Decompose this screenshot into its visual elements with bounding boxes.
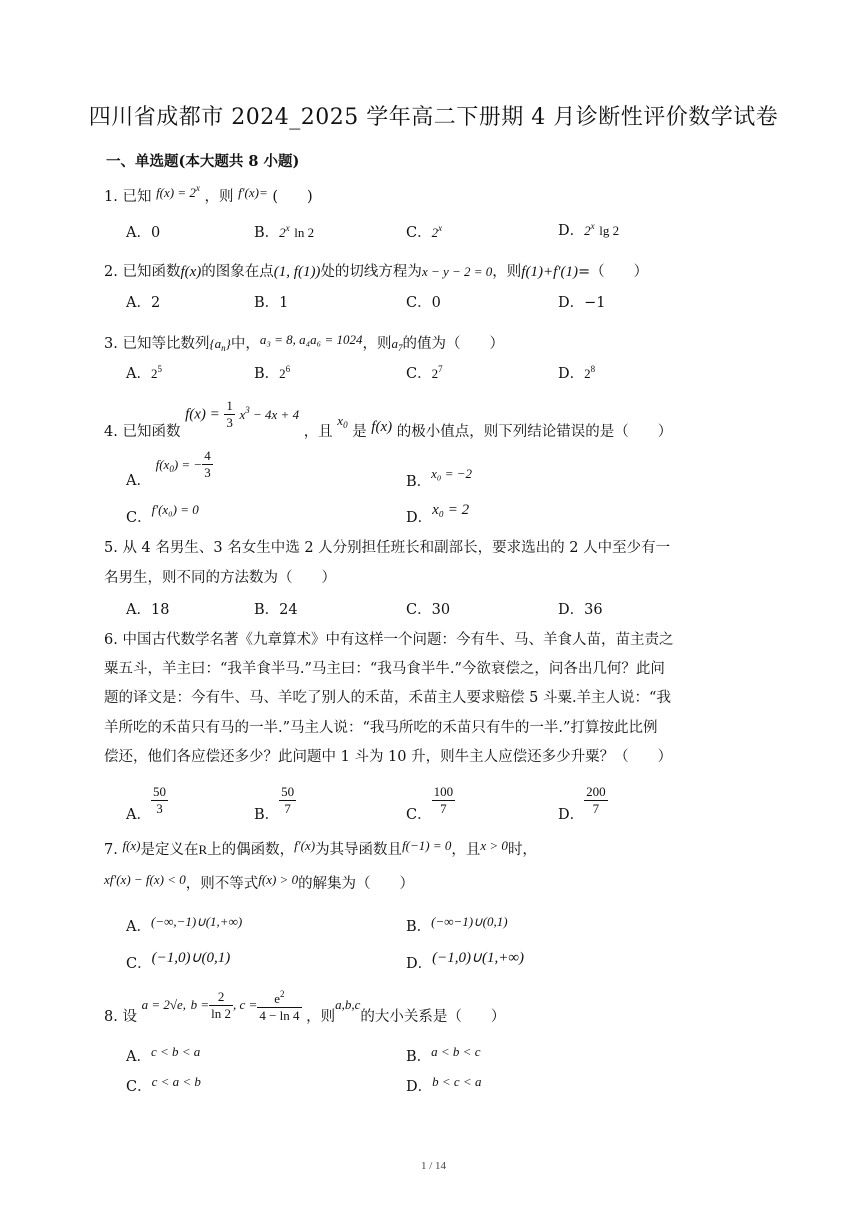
q8-option-d: D．b < c < a [406,1074,482,1095]
q2-option-c: C．0 [406,295,441,311]
q1-func: $f(x) = 2^x$ [156,183,200,200]
page-title: 四川省成都市 2024_2025 学年高二下册期 4 月诊断性评价数学试卷 [88,105,779,130]
q2-option-a: A．2 [126,295,161,311]
q3-option-c: C．$2^7$ [406,364,443,382]
q6-option-b: B． $\frac{50}{7}$ [254,784,295,823]
q1-option-b: B．2$^x$ ln 2 [254,223,315,241]
question-1: 1. 已知 $f(x) = 2^x$ ，则 f′(x)= ( ) [104,183,313,205]
question-7-line-1: 7. f(x)是定义在R上的偶函数，f′(x)为其导函数且f(−1) = 0，且x > 0时， [104,838,537,858]
q4-option-d: D．x₀ = 2 [406,502,470,526]
q7-option-a: A．(−∞,−1)∪(1,+∞) [126,914,243,935]
question-8: 8. 设 a = 2√e, b = $\frac{2}{\ln 2}$ , c = $\frac{e^2}{4 - \ln 4}$ ，则a,b,c的大小关系是（ ） [104,986,505,1024]
q1-option-a: A．0 [126,225,161,241]
question-6-line-3: 题的译文是：今有牛、马、羊吃了别人的禾苗，禾苗主人要求赔偿 5 斗粟.羊主人说：“我 [104,690,671,706]
q5-option-a: A．18 [126,602,170,618]
q8-option-a: A．c < b < a [126,1044,201,1065]
q4-option-a: A． $f(x_0)$ = − $\frac{4}{3}$ [126,448,211,489]
q3-option-d: D．$2^8$ [558,364,596,382]
q2-option-b: B．1 [254,295,289,311]
question-5-line-2: 名男生，则不同的方法数为（ ） [104,570,336,586]
q8-option-b: B．a < b < c [406,1044,481,1065]
q4-option-c: C．f′(x₀) = 0 [126,502,199,526]
question-5-line-1: 5. 从 4 名男生、3 名女生中选 2 人分别担任班长和副部长，要求选出的 2 人中至少有一 [104,540,671,556]
question-6-line-1: 6. 中国古代数学名著《九章算术》中有这样一个问题：今有牛、马、羊食人苗，苗主责之 [104,632,674,648]
question-6-line-2: 粟五斗，羊主曰：“我羊食半马.”马主曰：“我马食半牛.”今欲衰偿之，问各出几何？此问 [104,661,665,677]
q6-option-d: D． $\frac{200}{7}$ [558,784,606,823]
section-heading: 一、单选题(本大题共 8 小题) [106,153,300,170]
q3-option-a: A．$2^5$ [126,364,162,382]
q7-option-c: C．(−1,0)∪(0,1) [126,950,231,972]
q3-option-b: B．$2^6$ [254,364,291,382]
question-7-line-2: xf′(x) − f(x) < 0，则不等式f(x) > 0的解集为（ ） [104,872,415,892]
question-6-line-5: 偿还，他们各应偿还多少？此问题中 1 斗为 10 升，则牛主人应偿还多少升粟？（ ） [104,749,673,765]
q6-option-a: A． $\frac{50}{3}$ [126,784,166,823]
q5-option-d: D．36 [558,602,603,618]
q5-option-b: B．24 [254,602,298,618]
q7-option-d: D．(−1,0)∪(1,+∞) [406,950,525,972]
q6-option-c: C． $\frac{100}{7}$ [406,784,454,823]
question-2: 2. 已知函数f(x)的图象在点(1, f(1))处的切线方程为x − y − 2 = 0，则f(1)+f′(1)=（ ） [104,264,649,280]
question-4: 4. 已知函数 f(x) = $\frac{1}{3}$ $x^3 - 4x + 4$ ，且 $x_0$ 是 f(x) 的极小值点，则下列结论错误的是（ ） [104,398,673,440]
q1-option-d: D．2$^x$ lg 2 [558,221,620,239]
q1-stem: 1. 已知 [104,189,152,205]
question-6-line-4: 羊所吃的禾苗只有马的一半.”马主人说：“我马所吃的禾苗只有牛的一半.”打算按此比例 [104,720,658,736]
q7-option-b: B．(−∞−1)∪(0,1) [406,914,508,935]
q1-option-c: C．2$^x$ [406,223,443,241]
q5-option-c: C．30 [406,602,451,618]
question-3: 3. 已知等比数列$\{a_n\}$中，a₃ = 8, a₄a₆ = 1024，则$a_7$的值为（ ） [104,332,504,353]
q2-option-d: D．−1 [558,295,606,311]
page-number: 1 / 14 [420,1160,447,1172]
q8-option-c: C．c < a < b [126,1074,201,1095]
q4-option-b: B．x₀ = −2 [406,466,472,490]
